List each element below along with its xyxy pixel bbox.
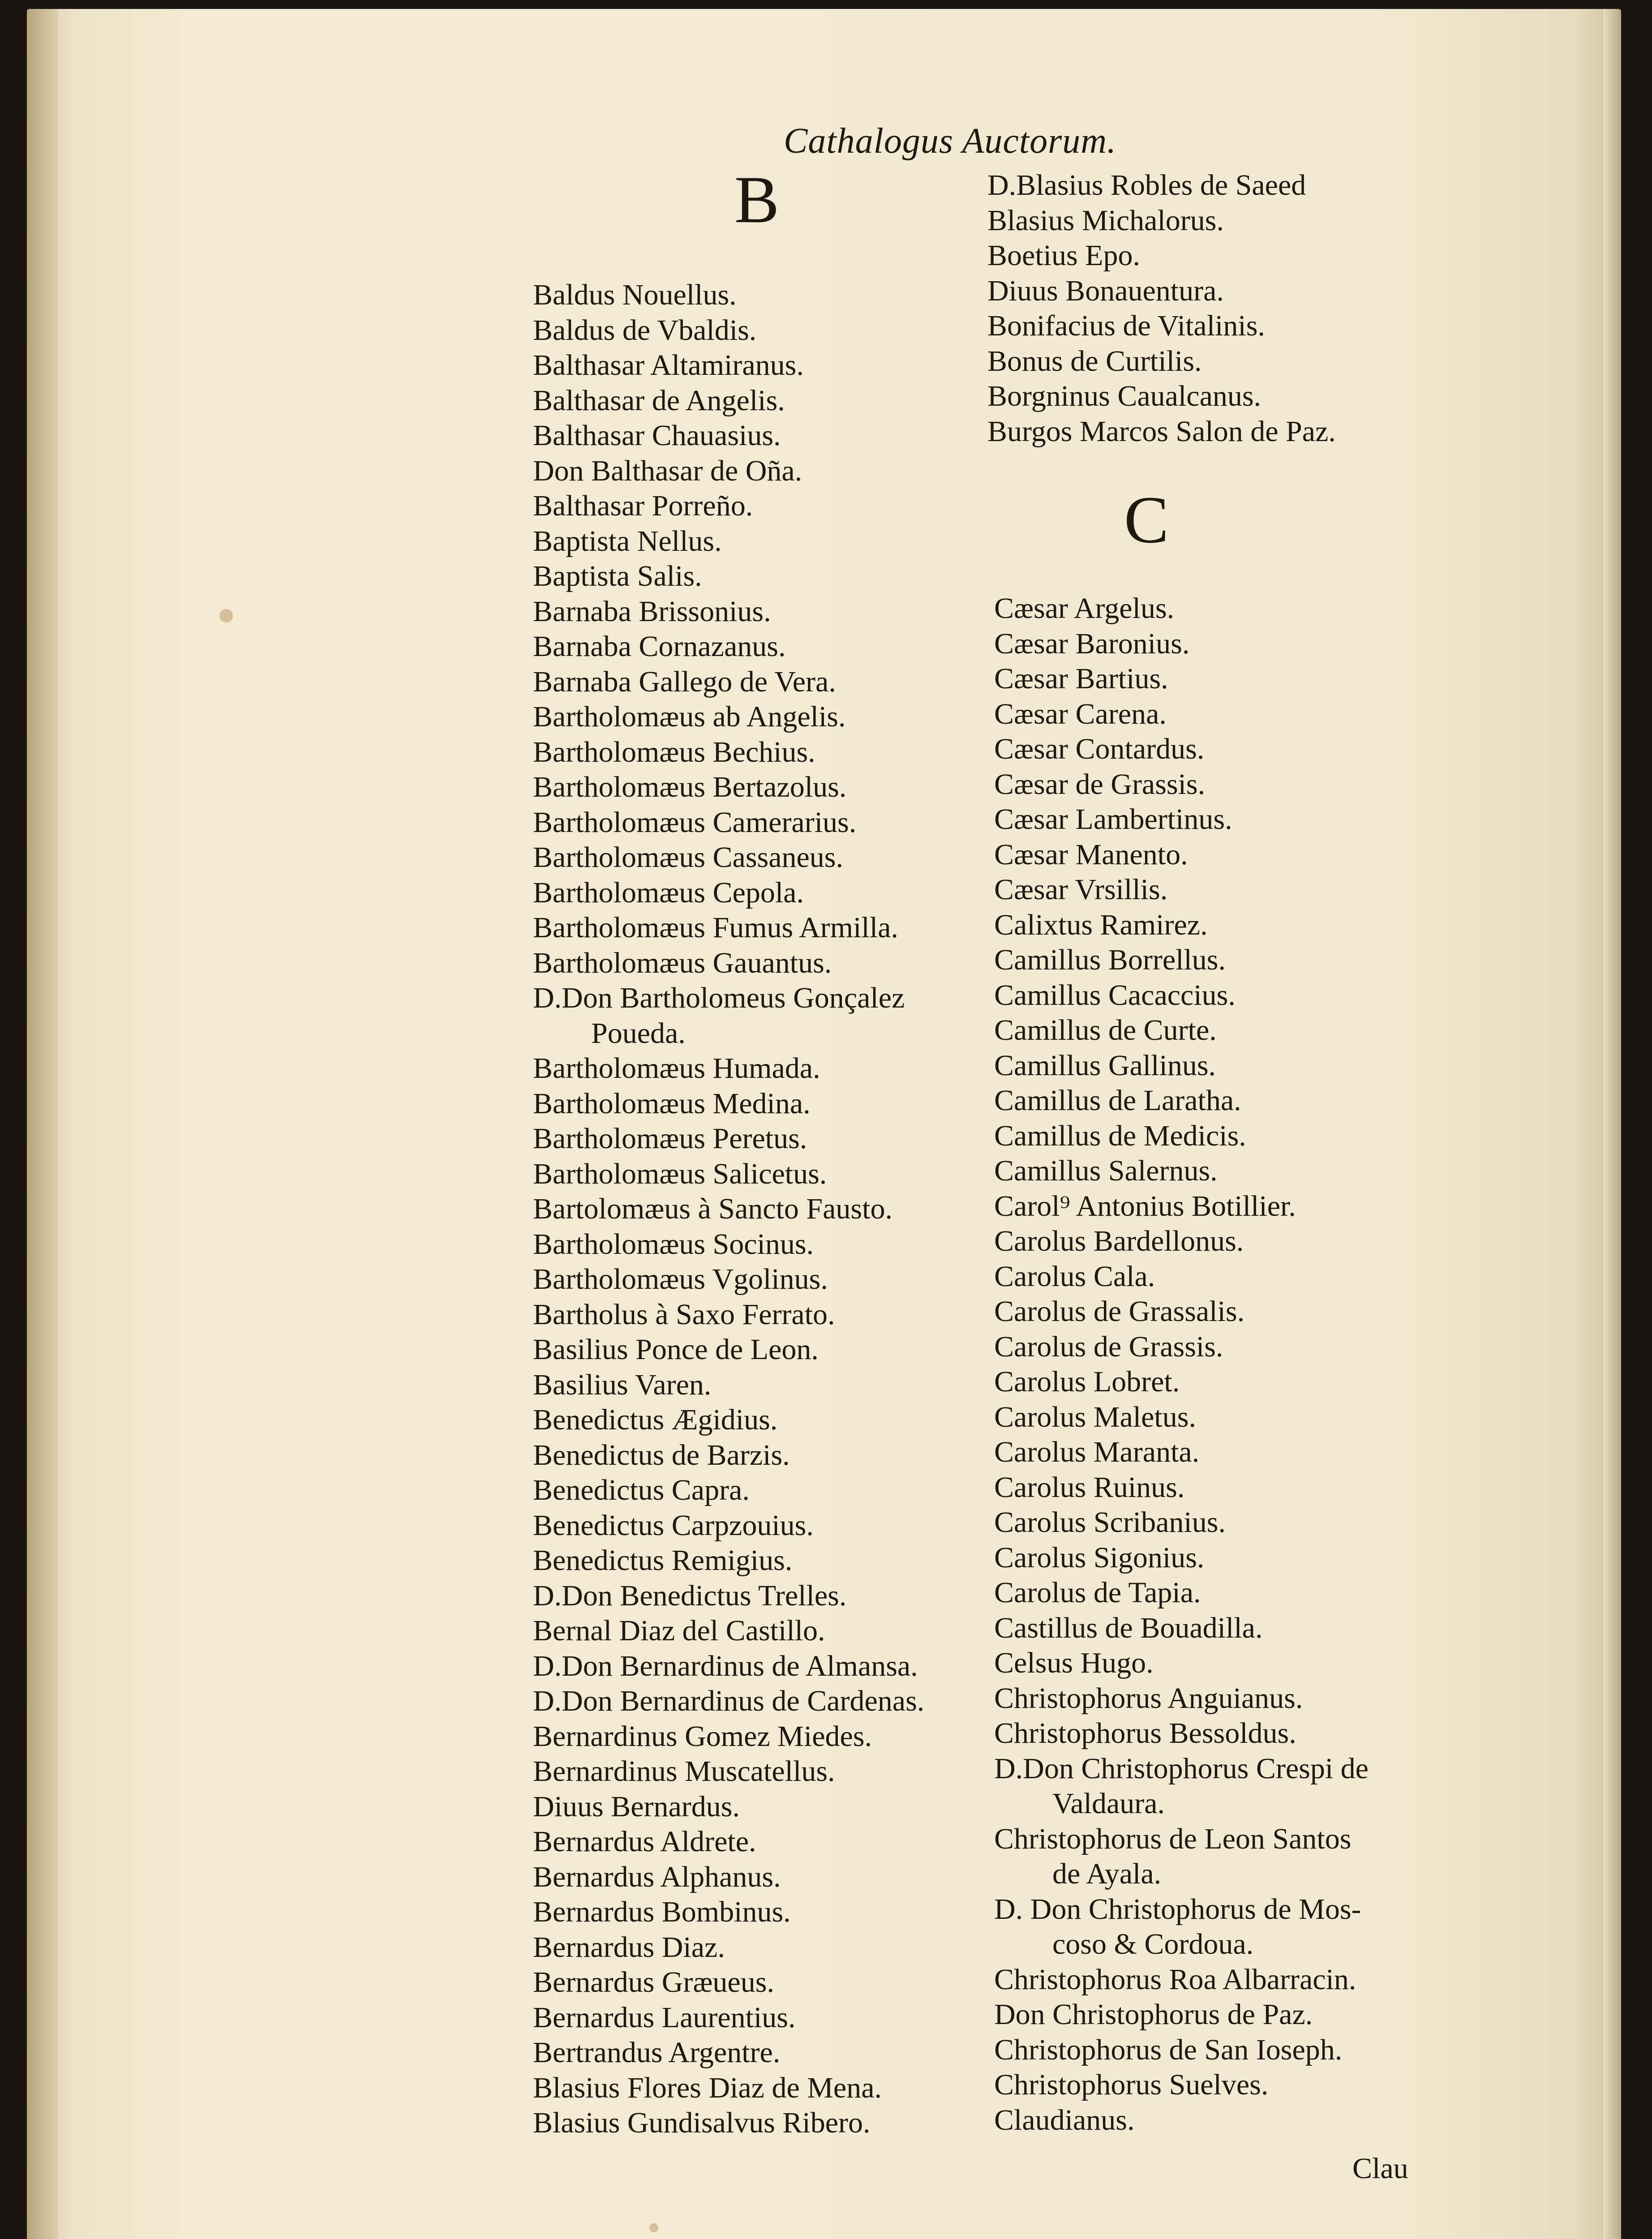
author-entry: Camillus de Curte. [994, 1014, 1217, 1047]
author-entry: Bernardus Alphanus. [533, 1860, 781, 1893]
author-entry: Bartholomæus Camerarius. [533, 806, 857, 839]
author-entry: Blasius Michalorus. [987, 204, 1224, 237]
author-entry: Carolus de Grassis. [994, 1330, 1223, 1363]
foxing-spot [649, 2223, 658, 2232]
author-entry: Bartholomæus ab Angelis. [533, 700, 846, 733]
author-entry: Carolus Maranta. [994, 1436, 1200, 1468]
author-entry: Carolus Lobret. [994, 1365, 1180, 1398]
author-entry: Celsus Hugo. [994, 1647, 1154, 1679]
author-entry: Boetius Epo. [987, 239, 1140, 272]
author-entry: Claudianus. [994, 2103, 1135, 2136]
author-entry: Castillus de Bouadilla. [994, 1611, 1263, 1644]
author-entry: Balthasar Altamiranus. [533, 349, 804, 382]
author-entry: Bernardus Aldrete. [533, 1825, 756, 1858]
author-entry: Don Christophorus de Paz. [994, 1998, 1313, 2031]
author-entry: Baptista Nellus. [533, 524, 722, 558]
author-entry: de Ayala. [1052, 1857, 1162, 1890]
author-entry: Burgos Marcos Salon de Paz. [987, 415, 1336, 448]
author-entry: Carolus Bardellonus. [994, 1225, 1244, 1257]
author-entry: Cæsar de Grassis. [994, 768, 1206, 801]
author-entry: Bernardinus Gomez Miedes. [533, 1720, 872, 1753]
author-entry: Camillus Salernus. [994, 1154, 1218, 1187]
author-entry: Balthasar Chauasius. [533, 419, 781, 452]
section-letter-c: C [1124, 483, 1169, 557]
author-entry: Bernardus Bombinus. [533, 1896, 791, 1928]
author-entry: Valdaura. [1052, 1787, 1165, 1820]
author-entry: Diuus Bernardus. [533, 1790, 740, 1823]
author-entry: Cæsar Baronius. [994, 627, 1190, 660]
author-entry: Barnaba Gallego de Vera. [533, 665, 836, 698]
author-entry: Bartholomæus Humada. [533, 1052, 820, 1085]
entries-column-c [994, 591, 1369, 2138]
author-entry: Bartholomæus Cassaneus. [533, 841, 843, 874]
author-entry: Cæsar Vrsillis. [994, 873, 1168, 906]
author-entry: Camillus Borrellus. [994, 944, 1226, 976]
author-entry: Carolus Cala. [994, 1260, 1155, 1293]
author-entry: Benedictus Carpzouius. [533, 1509, 814, 1542]
author-entry: D.Blasius Robles de Saeed [987, 169, 1306, 202]
author-entry: Carolus Maletus. [994, 1400, 1196, 1433]
author-entry: Carolus de Grassalis. [994, 1295, 1245, 1328]
author-entry: Baldus de Vbaldis. [533, 313, 757, 347]
author-entry: D.Don Benedictus Trelles. [533, 1579, 847, 1612]
author-entry: D.Don Christophorus Crespi de [994, 1752, 1369, 1785]
author-entry: Bernardus Diaz. [533, 1930, 725, 1964]
foxing-spot [219, 609, 233, 622]
author-entry: Camillus Cacaccius. [994, 978, 1236, 1012]
catchword: Clau [1352, 2152, 1408, 2185]
author-entry: coso & Cordoua. [1052, 1928, 1254, 1960]
author-entry: Christophorus Roa Albarracin. [994, 1963, 1356, 1996]
entries-column-b-continued [987, 168, 1336, 449]
author-entry: Balthasar Porreño. [533, 489, 753, 522]
author-entry: Carolus Sigonius. [994, 1541, 1205, 1574]
author-entry: Bernardus Græueus. [533, 1966, 774, 1999]
author-entry: D.Don Bartholomeus Gonçalez [533, 982, 905, 1014]
author-entry: Bernal Diaz del Castillo. [533, 1614, 825, 1647]
author-entry: Bartholomæus Socinus. [533, 1227, 814, 1261]
author-entry: Bartholus à Saxo Ferrato. [533, 1298, 835, 1331]
author-entry: Bonus de Curtilis. [987, 344, 1202, 377]
author-entry: Cæsar Argelus. [994, 592, 1175, 625]
author-entry: Christophorus Suelves. [994, 2068, 1269, 2101]
author-entry: Bartholomæus Salicetus. [533, 1157, 827, 1190]
author-entry: Diuus Bonauentura. [987, 274, 1224, 307]
author-entry: D. Don Christophorus de Mos- [994, 1892, 1361, 1926]
entries-column-b [533, 278, 924, 2141]
author-entry: Blasius Gundisalvus Ribero. [533, 2106, 871, 2139]
author-entry: D.Don Bernardinus de Almansa. [533, 1649, 918, 1682]
author-entry: Don Balthasar de Oña. [533, 454, 802, 487]
author-entry: Basilius Ponce de Leon. [533, 1333, 819, 1366]
author-entry: Bartholomæus Medina. [533, 1087, 811, 1120]
author-entry: Benedictus Ægidius. [533, 1403, 778, 1436]
section-letter-b: B [734, 163, 780, 237]
author-entry: Balthasar de Angelis. [533, 384, 785, 417]
author-entry: Carol⁹ Antonius Botillier. [994, 1189, 1296, 1222]
author-entry: Borgninus Caualcanus. [987, 380, 1262, 412]
page-header: Cathalogus Auctorum. [784, 121, 1117, 161]
author-entry: Bartholomæus Fumus Armilla. [533, 911, 898, 944]
author-entry: Carolus de Tapia. [994, 1576, 1201, 1609]
author-entry: Bartholomæus Cepola. [533, 876, 804, 909]
author-entry: Cæsar Contardus. [994, 733, 1205, 765]
author-entry: Carolus Scribanius. [994, 1506, 1226, 1539]
author-entry: Bartholomæus Gauantus. [533, 946, 832, 979]
author-entry: Bertrandus Argentre. [533, 2036, 781, 2069]
author-entry: Camillus Gallinus. [994, 1049, 1216, 1082]
author-entry: Bartholomæus Bechius. [533, 735, 815, 768]
author-entry: D.Don Bernardinus de Cardenas. [533, 1685, 925, 1717]
author-entry: Calixtus Ramirez. [994, 908, 1208, 941]
author-entry: Poueda. [591, 1017, 686, 1050]
author-entry: Bartolomæus à Sancto Fausto. [533, 1192, 893, 1225]
author-entry: Benedictus Remigius. [533, 1544, 793, 1577]
author-entry: Bartholomæus Peretus. [533, 1122, 807, 1155]
author-entry: Benedictus de Barzis. [533, 1438, 790, 1471]
author-entry: Christophorus de Leon Santos [994, 1822, 1352, 1855]
author-entry: Barnaba Cornazanus. [533, 630, 786, 663]
author-entry: Baldus Nouellus. [533, 279, 737, 311]
author-entry: Basilius Varen. [533, 1368, 712, 1401]
author-entry: Christophorus Anguianus. [994, 1681, 1303, 1715]
author-entry: Bernardinus Muscatellus. [533, 1755, 835, 1788]
author-entry: Cæsar Bartius. [994, 662, 1168, 695]
author-entry: Cæsar Carena. [994, 697, 1167, 730]
author-entry: Camillus de Medicis. [994, 1119, 1246, 1152]
author-entry: Bernardus Laurentius. [533, 2001, 796, 2034]
author-entry: Barnaba Brissonius. [533, 595, 771, 628]
author-entry: Bonifacius de Vitalinis. [987, 309, 1265, 342]
author-entry: Carolus Ruinus. [994, 1471, 1185, 1504]
author-entry: Cæsar Lambertinus. [994, 803, 1232, 836]
author-entry: Blasius Flores Diaz de Mena. [533, 2071, 882, 2104]
book-page [27, 9, 1621, 2239]
author-entry: Bartholomæus Vgolinus. [533, 1263, 828, 1295]
author-entry: Christophorus Bessoldus. [994, 1717, 1296, 1750]
author-entry: Camillus de Laratha. [994, 1084, 1241, 1117]
author-entry: Baptista Salis. [533, 560, 702, 592]
author-entry: Cæsar Manento. [994, 838, 1188, 871]
author-entry: Benedictus Capra. [533, 1474, 750, 1506]
author-entry: Bartholomæus Bertazolus. [533, 771, 847, 803]
author-entry: Christophorus de San Ioseph. [994, 2033, 1343, 2066]
